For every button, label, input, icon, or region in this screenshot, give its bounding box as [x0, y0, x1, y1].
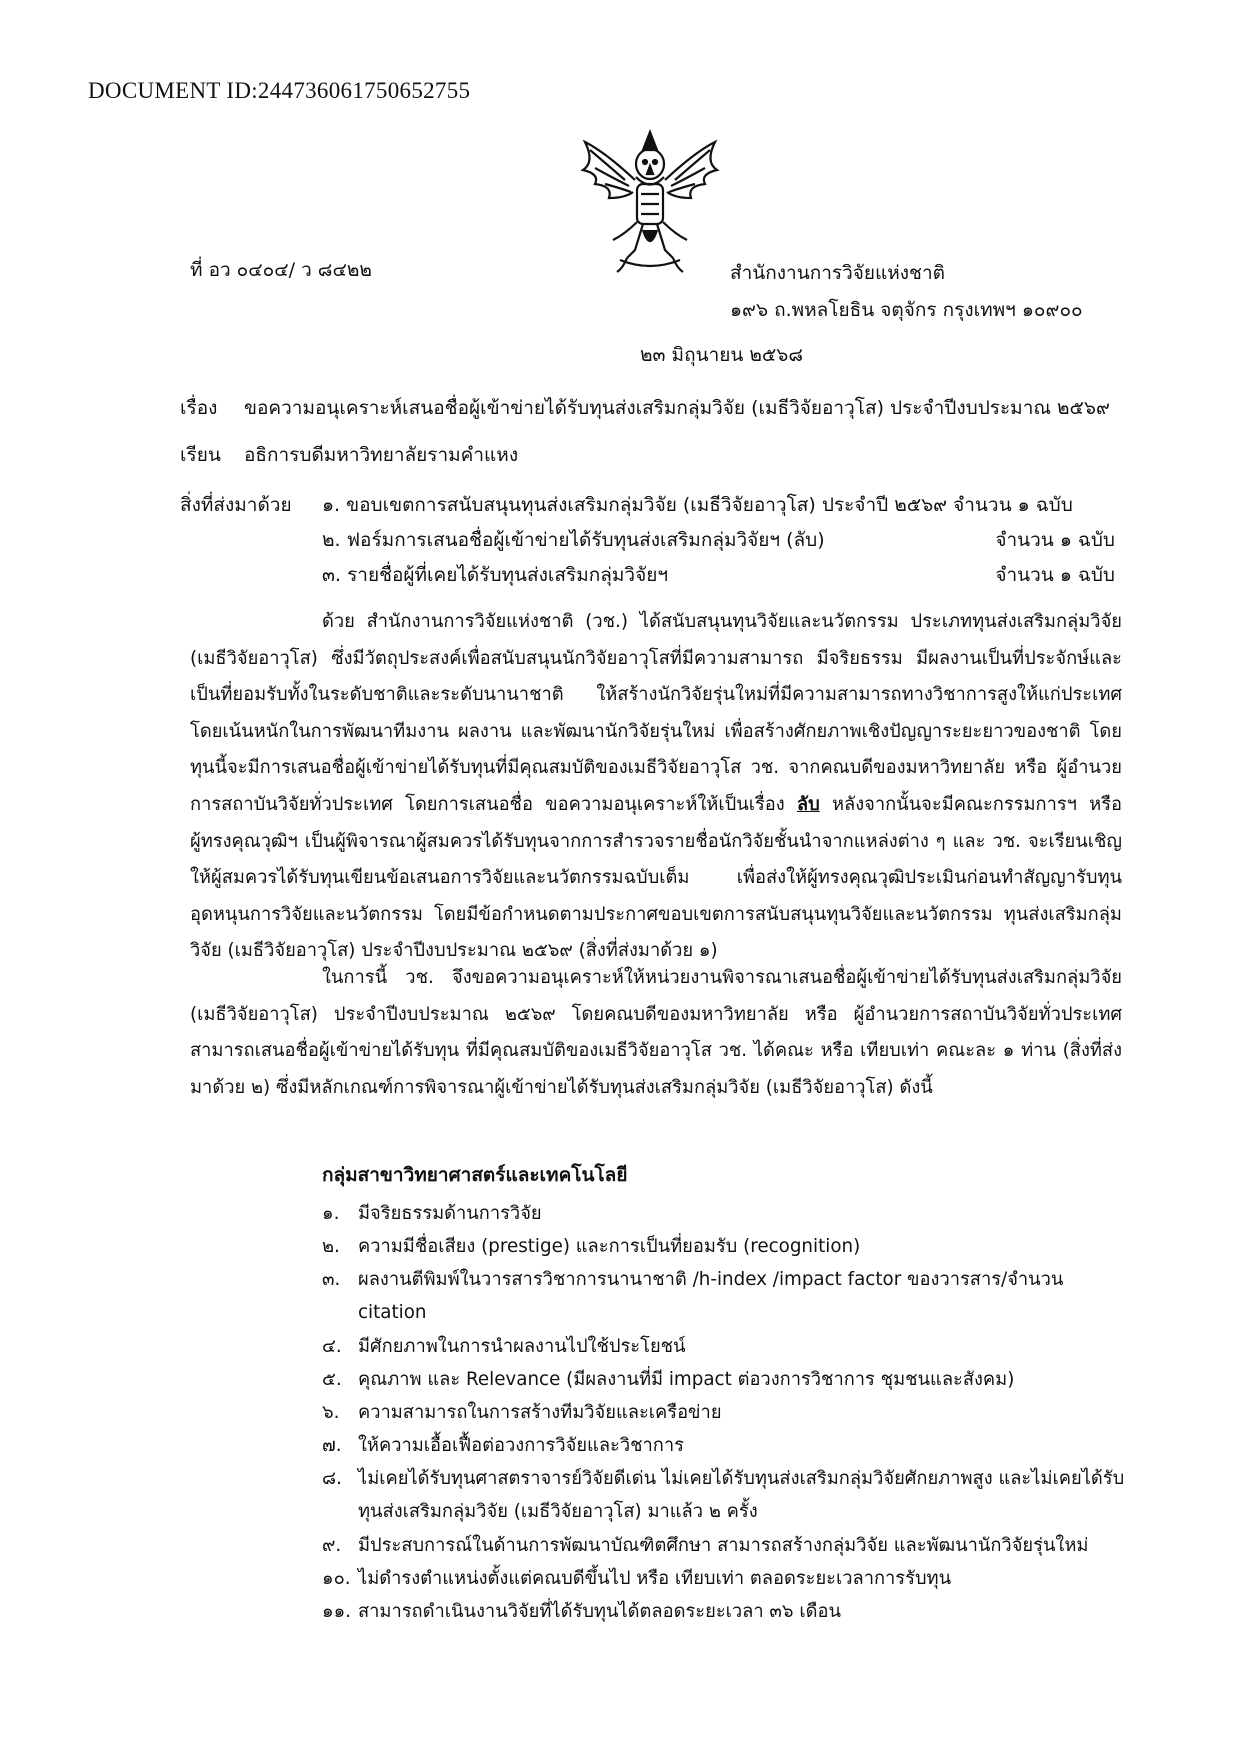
criteria-number: ๑.: [322, 1203, 340, 1224]
criteria-number: ๕.: [322, 1369, 342, 1390]
criteria-number: ๑๑.: [322, 1601, 352, 1622]
criteria-text: คุณภาพ และ Relevance (มีผลงานที่มี impact ต่อวงการวิชาการ ชุมชนและสังคม): [358, 1369, 1015, 1390]
criteria-text: ไม่ดำรงตำแหน่งตั้งแต่คณบดีขึ้นไป หรือ เทียบเท่า ตลอดระยะเวลาการรับทุน: [358, 1568, 952, 1589]
criteria-text: สามารถดำเนินงานวิจัยที่ได้รับทุนได้ตลอดระยะเวลา ๓๖ เดือน: [358, 1601, 841, 1622]
reference-number: ที่ อว ๐๔๐๔/ ว ๘๔๒๒: [190, 259, 372, 281]
criteria-text: ให้ความเอื้อเฟื้อต่อวงการวิจัยและวิชาการ: [358, 1435, 684, 1456]
enclosure-item: ๓. รายชื่อผู้ที่เคยได้รับทุนส่งเสริมกลุ่มวิจัยฯ: [322, 564, 669, 586]
criteria-text: ไม่เคยได้รับทุนศาสตราจารย์วิจัยดีเด่น ไม่เคยได้รับทุนส่งเสริมกลุ่มวิจัยศักยภาพสูง และไม่เคยได้รับทุนส่งเสริมกลุ่มวิจัย (เมธีวิจัยอาวุโส) มาแล้ว ๒ ครั้ง: [358, 1468, 1125, 1522]
criteria-number: ๔.: [322, 1336, 342, 1357]
criteria-title: กลุ่มสาขาวิทยาศาสตร์และเทคโนโลยี: [322, 1164, 628, 1186]
document-id: DOCUMENT ID:244736061750652755: [88, 78, 471, 103]
criteria-text: มีประสบการณ์ในด้านการพัฒนาบัณฑิตศึกษา สามารถสร้างกลุ่มวิจัย และพัฒนานักวิจัยรุ่นใหม่: [358, 1535, 1089, 1556]
enclosures-label: สิ่งที่ส่งมาด้วย: [180, 494, 292, 516]
enclosure-qty: จำนวน ๑ ฉบับ: [995, 529, 1115, 551]
agency-name: สำนักงานการวิจัยแห่งชาติ: [730, 262, 945, 284]
criteria-text: มีศักยภาพในการนำผลงานไปใช้ประโยชน์: [358, 1336, 686, 1357]
subject-text: ขอความอนุเคราะห์เสนอชื่อผู้เข้าข่ายได้รับทุนส่งเสริมกลุ่มวิจัย (เมธีวิจัยอาวุโส) ประจำปีงบประมาณ ๒๕๖๙: [244, 397, 1110, 419]
criteria-text: มีจริยธรรมด้านการวิจัย: [358, 1203, 542, 1224]
criteria-number: ๓.: [322, 1269, 341, 1290]
body-paragraph-1: [190, 604, 1122, 970]
agency-address: ๑๙๖ ถ.พหลโยธิน จตุจักร กรุงเทพฯ ๑๐๙๐๐: [730, 299, 1083, 321]
subject-label: เรื่อง: [180, 397, 218, 419]
garuda-emblem-icon: [565, 122, 735, 282]
enclosure-qty: จำนวน ๑ ฉบับ: [995, 564, 1115, 586]
sender-block: [730, 255, 1083, 329]
secret-marker: ลับ: [796, 793, 820, 815]
criteria-text: ความสามารถในการสร้างทีมวิจัยและเครือข่าย: [358, 1402, 722, 1423]
criteria-number: ๗.: [322, 1435, 342, 1456]
addressee-label: เรียน: [180, 444, 221, 466]
criteria-number: ๘.: [322, 1468, 342, 1489]
criteria-number: ๑๐.: [322, 1568, 351, 1589]
criteria-number: ๖.: [322, 1402, 340, 1423]
criteria-number: ๙.: [322, 1535, 342, 1556]
criteria-text: ผลงานตีพิมพ์ในวารสารวิชาการนานาชาติ /h-index /impact factor ของวารสาร/จำนวน citation: [358, 1269, 1064, 1323]
letter-date: ๒๓ มิถุนายน ๒๕๖๘: [640, 344, 804, 366]
criteria-number: ๒.: [322, 1236, 340, 1257]
enclosure-item: ๑. ขอบเขตการสนับสนุนทุนส่งเสริมกลุ่มวิจัย (เมธีวิจัยอาวุโส) ประจำปี ๒๕๖๙ จำนวน ๑ ฉบับ: [322, 494, 1073, 516]
paragraph-text: หลังจากนั้นจะมีคณะกรรมการฯ หรือผู้ทรงคุณวุฒิฯ เป็นผู้พิจารณาผู้สมควรได้รับทุนจากการสำรวจรายชื่อนักวิจัยชั้นนำจากแหล่งต่าง ๆ และ วช. จะเรียนเชิญให้ผู้สมควรได้รับทุนเขียนข้อเสนอการวิจัยและนวัตกรรมฉบับเต็ม เพื่อส่งให้ผู้ทรงคุณวุฒิประเมินก่อนทำสัญญารับทุนอุดหนุนการวิจัยและนวัตกรรม โดยมีข้อกำหนดตามประกาศขอบเขตการสนับสนุนทุนวิจัยและนวัตกรรม ทุนส่งเสริมกลุ่มวิจัย (เมธีวิจัยอาวุโส) ประจำปีงบประมาณ ๒๕๖๙ (สิ่งที่ส่งมาด้วย ๑): [190, 793, 1123, 962]
criteria-text: ความมีชื่อเสียง (prestige) และการเป็นที่ยอมรับ (recognition): [358, 1236, 861, 1257]
paragraph-text: ด้วย สำนักงานการวิจัยแห่งชาติ (วช.) ได้สนับสนุนทุนวิจัยและนวัตกรรม ประเภททุนส่งเสริมกลุ่มวิจัย (เมธีวิจัยอาวุโส) ซึ่งมีวัตถุประสงค์เพื่อสนับสนุนนักวิจัยอาวุโสที่มีความสามารถ มีจริยธรรม มีผลงานเป็นที่ประจักษ์และเป็นที่ยอมรับทั้งในระดับชาติและระดับนานาชาติ ให้สร้างนักวิจัยรุ่นใหม่ที่มีความสามารถทางวิชาการสูงให้แก่ประเทศ โดยเน้นหนักในการพัฒนาทีมงาน ผลงาน และพัฒนานักวิจัยรุ่นใหม่ เพื่อสร้างศักยภาพเชิงปัญญาระยะยาวของชาติ โดยทุนนี้จะมีการเสนอชื่อผู้เข้าข่ายได้รับทุนที่มีคุณสมบัติของเมธีวิจัยอาวุโส วช. จากคณบดีของมหาวิทยาลัย หรือ ผู้อำนวยการสถาบันวิจัยทั่วประเทศ โดยการเสนอชื่อ ขอความอนุเคราะห์ให้เป็นเรื่อง: [190, 611, 1122, 815]
body-paragraph-2: ในการนี้ วช. จึงขอความอนุเคราะห์ให้หน่วยงานพิจารณาเสนอชื่อผู้เข้าข่ายได้รับทุนส่งเสริมกลุ่มวิจัย (เมธีวิจัยอาวุโส) ประจำปีงบประมาณ ๒๕๖๙ โดยคณบดีของมหาวิทยาลัย หรือ ผู้อำนวยการสถาบันวิจัยทั่วประเทศ สามารถเสนอชื่อผู้เข้าข่ายได้รับทุน ที่มีคุณสมบัติของเมธีวิจัยอาวุโส วช. ได้คณะ หรือ เทียบเท่า คณะละ ๑ ท่าน (สิ่งที่ส่งมาด้วย ๒) ซึ่งมีหลักเกณฑ์การพิจารณาผู้เข้าข่ายได้รับทุนส่งเสริมกลุ่มวิจัย (เมธีวิจัยอาวุโส) ดังนี้: [190, 967, 1122, 1098]
addressee-text: อธิการบดีมหาวิทยาลัยรามคำแหง: [244, 444, 519, 466]
enclosure-item: ๒. ฟอร์มการเสนอชื่อผู้เข้าข่ายได้รับทุนส่งเสริมกลุ่มวิจัยฯ (ลับ): [322, 529, 825, 551]
